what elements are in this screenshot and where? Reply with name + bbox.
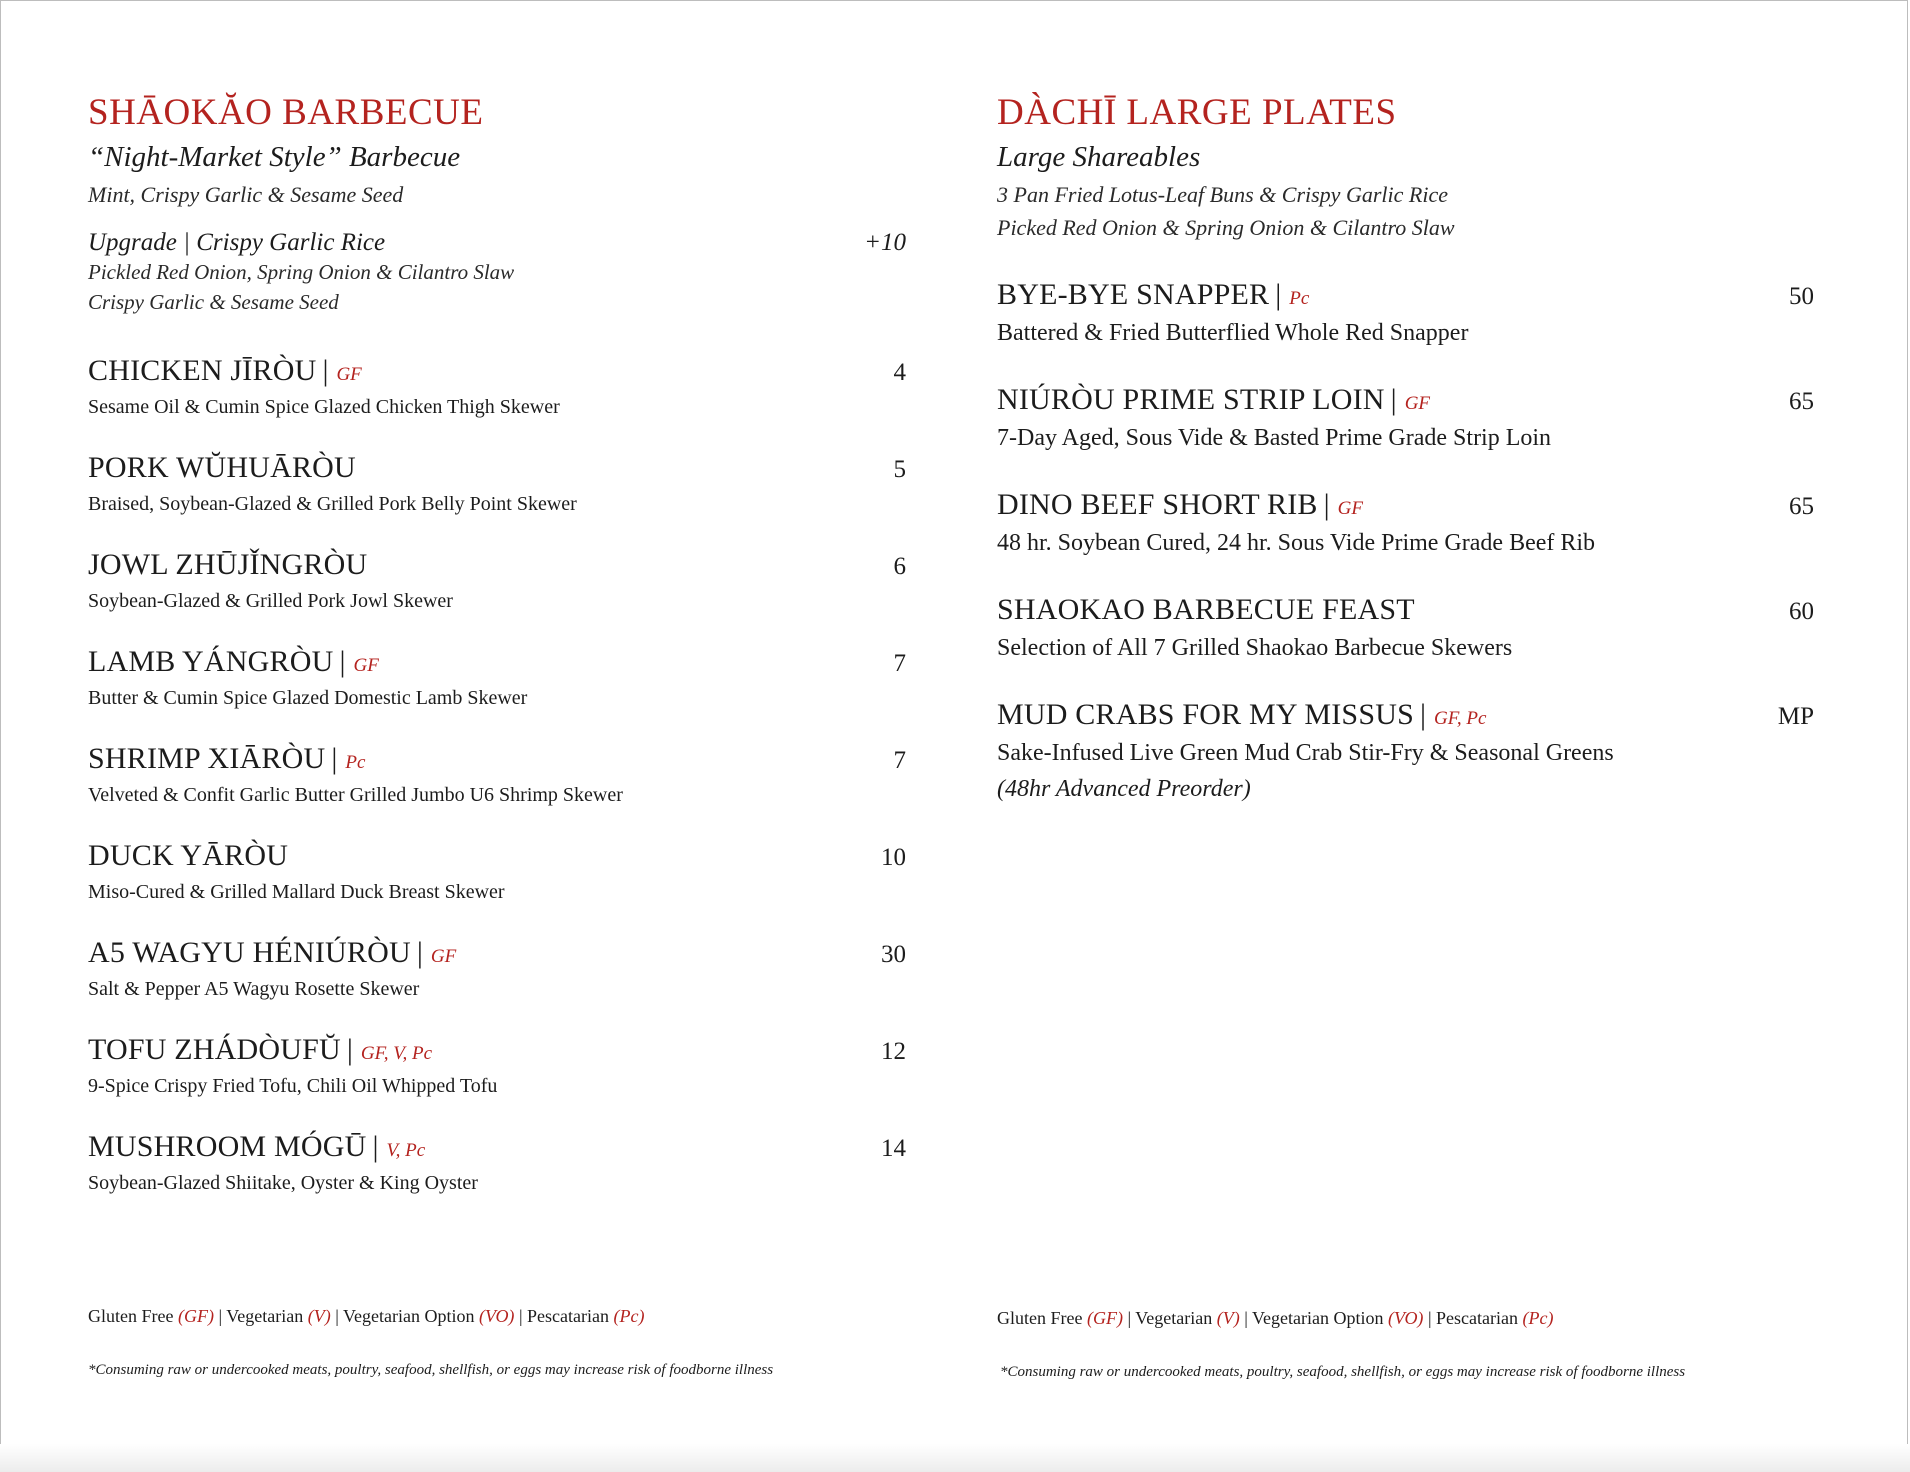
menu-item-name: A5 WAGYU HÉNIÚRÒU	[88, 936, 411, 969]
legend-v-tag: (V)	[307, 1306, 331, 1326]
menu-item	[88, 1031, 914, 1103]
legend-vo-label: Vegetarian Option	[343, 1306, 475, 1326]
menu-item-name: BYE-BYE SNAPPER	[997, 278, 1270, 311]
menu-item-description: 48 hr. Soybean Cured, 24 hr. Sous Vide Prime Grade Beef Rib	[997, 530, 1596, 556]
menu-item-separator: |	[1390, 383, 1397, 416]
legend-pc-tag: (Pc)	[1522, 1308, 1554, 1328]
section-subtitle: Large Shareables	[997, 141, 1201, 173]
menu-item-name: DUCK YĀRÒU	[88, 839, 289, 872]
menu-item-separator: |	[1275, 278, 1282, 311]
menu-item-dietary-tag: GF	[336, 364, 362, 385]
menu-item-price: 30	[881, 941, 906, 968]
menu-item-price: 12	[881, 1038, 906, 1065]
menu-item-description: Braised, Soybean-Glazed & Grilled Pork Belly Point Skewer	[88, 493, 577, 515]
legend-v-label: Vegetarian	[1135, 1308, 1213, 1328]
menu-item-separator: |	[346, 1033, 353, 1066]
upgrade-price: +10	[864, 229, 906, 256]
menu-item-title	[88, 449, 356, 487]
menu-item	[88, 934, 914, 1006]
menu-item-price: 50	[1789, 283, 1814, 310]
menu-item-dietary-tag: GF	[1337, 498, 1363, 519]
menu-item-title	[997, 591, 1415, 629]
menu-item-header	[997, 486, 1822, 524]
menu-item-title	[88, 934, 456, 972]
menu-item-separator: |	[339, 645, 346, 678]
menu-item-header	[88, 934, 914, 972]
legend-separator: |	[518, 1306, 523, 1326]
menu-item-price: 4	[893, 359, 906, 386]
menu-item	[88, 837, 914, 909]
menu-item-description: Sake-Infused Live Green Mud Crab Stir-Fry & Seasonal Greens	[997, 740, 1614, 766]
upgrade-name: Upgrade | Crispy Garlic Rice	[88, 229, 386, 256]
menu-item-separator: |	[416, 936, 423, 969]
menu-item-title	[997, 696, 1486, 734]
menu-item	[997, 381, 1822, 457]
menu-item	[997, 486, 1822, 562]
window-bottom-shade	[0, 1444, 1910, 1472]
menu-item	[88, 352, 914, 424]
menu-item-separator: |	[322, 354, 329, 387]
barbecue-section	[88, 90, 914, 1200]
dietary-legend	[88, 1306, 645, 1327]
menu-item-title	[997, 486, 1363, 524]
menu-item-name: SHAOKAO BARBECUE FEAST	[997, 593, 1415, 626]
menu-item-price: 14	[881, 1135, 906, 1162]
section-description-line1: 3 Pan Fried Lotus-Leaf Buns & Crispy Garlic Rice	[997, 182, 1448, 207]
section-subtitle: “Night-Market Style” Barbecue	[88, 141, 461, 173]
menu-item-price: 7	[893, 650, 906, 677]
menu-item-title	[88, 740, 365, 778]
menu-item-dietary-tag: GF	[353, 655, 379, 676]
menu-item-description: Soybean-Glazed Shiitake, Oyster & King Oyster	[88, 1172, 478, 1194]
menu-item-description: Miso-Cured & Grilled Mallard Duck Breast Skewer	[88, 881, 505, 903]
menu-item-title	[88, 546, 367, 584]
menu-item-note: (48hr Advanced Preorder)	[997, 776, 1251, 802]
menu-item-price: 65	[1789, 388, 1814, 415]
menu-item-price: 60	[1789, 598, 1814, 625]
menu-item	[997, 591, 1822, 667]
menu-item-header	[997, 381, 1822, 419]
legend-vo-tag: (VO)	[1387, 1308, 1424, 1328]
menu-item-dietary-tag: GF	[1404, 393, 1431, 414]
legend-vo-label: Vegetarian Option	[1252, 1308, 1384, 1328]
legend-pc-label: Pescatarian	[1436, 1308, 1519, 1328]
foodborne-disclaimer: *Consuming raw or undercooked meats, poultry, seafood, shellfish, or eggs may increase risk of foodborne illness	[1000, 1364, 1686, 1380]
section-title: DÀCHĪ LARGE PLATES	[997, 92, 1397, 133]
large-plates-section	[997, 90, 1822, 806]
legend-separator: |	[1244, 1308, 1248, 1328]
menu-item-title	[997, 276, 1309, 314]
menu-item-dietary-tag: GF, Pc	[1433, 708, 1487, 729]
menu-item-title	[88, 1128, 425, 1166]
menu-item-description: Butter & Cumin Spice Glazed Domestic Lamb Skewer	[88, 687, 528, 709]
menu-item-header	[88, 740, 914, 778]
barbecue-items-list	[88, 352, 914, 1200]
section-description-line2: Picked Red Onion & Spring Onion & Cilantro Slaw	[997, 215, 1455, 240]
menu-item	[997, 696, 1822, 806]
menu-item-description: Velveted & Confit Garlic Butter Grilled Jumbo U6 Shrimp Skewer	[88, 784, 623, 806]
menu-item-name: TOFU ZHÁDÒUFŬ	[88, 1033, 341, 1066]
menu-item-header	[88, 1128, 914, 1166]
menu-item	[88, 449, 914, 521]
upgrade-option	[88, 229, 914, 317]
upgrade-desc-line2: Crispy Garlic & Sesame Seed	[88, 290, 339, 314]
menu-item-title	[88, 1031, 432, 1069]
menu-item-description: Battered & Fried Butterflied Whole Red Snapper	[997, 320, 1469, 346]
menu-item	[88, 643, 914, 715]
foodborne-disclaimer: *Consuming raw or undercooked meats, poultry, seafood, shellfish, or eggs may increase risk of foodborne illness	[88, 1362, 774, 1378]
section-title: SHĀOKĂO BARBECUE	[88, 92, 484, 133]
menu-item-dietary-tag: GF, V, Pc	[360, 1043, 432, 1064]
menu-item-title	[88, 352, 362, 390]
menu-item	[997, 276, 1822, 352]
menu-item-dietary-tag: GF	[430, 946, 457, 967]
legend-v-tag: (V)	[1216, 1308, 1240, 1328]
menu-item-header	[88, 546, 914, 584]
menu-item-price: 6	[893, 553, 906, 580]
upgrade-desc-line1: Pickled Red Onion, Spring Onion & Cilantro Slaw	[88, 260, 515, 284]
legend-pc-tag: (Pc)	[613, 1306, 645, 1326]
menu-item-header	[88, 352, 914, 390]
legend-gf-label: Gluten Free	[88, 1306, 174, 1326]
menu-item-name: MUSHROOM MÓGŪ	[88, 1130, 367, 1163]
legend-gf-tag: (GF)	[177, 1306, 214, 1326]
menu-item-name: LAMB YÁNGRÒU	[88, 645, 334, 678]
menu-item-separator: |	[1323, 488, 1330, 521]
menu-item-header	[88, 837, 914, 875]
menu-item-price: 7	[893, 747, 906, 774]
menu-item-separator: |	[372, 1130, 379, 1163]
menu-item-dietary-tag: V, Pc	[386, 1140, 426, 1161]
dietary-legend	[997, 1308, 1554, 1329]
large-plates-items-list	[997, 276, 1822, 806]
menu-item-header	[997, 591, 1822, 629]
menu-item-name: MUD CRABS FOR MY MISSUS	[997, 698, 1414, 731]
menu-item-description: Selection of All 7 Grilled Shaokao Barbecue Skewers	[997, 635, 1513, 661]
menu-item-dietary-tag: Pc	[1289, 288, 1310, 309]
menu-item	[88, 740, 914, 812]
legend-pc-label: Pescatarian	[527, 1306, 610, 1326]
menu-item-description: Salt & Pepper A5 Wagyu Rosette Skewer	[88, 978, 420, 1000]
menu-item	[88, 546, 914, 618]
menu-item-header	[88, 449, 914, 487]
menu-item-separator: |	[331, 742, 338, 775]
menu-item-header	[997, 696, 1822, 734]
legend-v-label: Vegetarian	[226, 1306, 304, 1326]
menu-item-name: DINO BEEF SHORT RIB	[997, 488, 1318, 521]
legend-gf-label: Gluten Free	[997, 1308, 1083, 1328]
menu-item-header	[997, 276, 1822, 314]
section-description: Mint, Crispy Garlic & Sesame Seed	[88, 182, 404, 207]
legend-separator: |	[335, 1306, 339, 1326]
menu-item-price: 10	[881, 844, 906, 871]
menu-item-separator: |	[1419, 698, 1426, 731]
menu-item-dietary-tag: Pc	[345, 752, 366, 773]
menu-item-description: Soybean-Glazed & Grilled Pork Jowl Skewer	[88, 590, 453, 612]
menu-item-description: 7-Day Aged, Sous Vide & Basted Prime Grade Strip Loin	[997, 425, 1552, 451]
menu-item-price: 65	[1789, 493, 1814, 520]
legend-separator: |	[1127, 1308, 1132, 1328]
menu-item-name: NIÚRÒU PRIME STRIP LOIN	[997, 383, 1385, 416]
menu-item-price: MP	[1777, 703, 1814, 730]
menu-item-name: JOWL ZHŪJǏNGRÒU	[88, 548, 368, 581]
menu-item-description: Sesame Oil & Cumin Spice Glazed Chicken Thigh Skewer	[88, 396, 560, 418]
menu-item-name: SHRIMP XIĀRÒU	[88, 742, 326, 775]
menu-item-header	[88, 643, 914, 681]
menu-item	[88, 1128, 914, 1200]
menu-item-header	[88, 1031, 914, 1069]
menu-item-title	[997, 381, 1430, 419]
legend-separator: |	[1427, 1308, 1432, 1328]
menu-item-title	[88, 643, 379, 681]
menu-item-title	[88, 837, 288, 875]
legend-vo-tag: (VO)	[478, 1306, 515, 1326]
menu-item-description: 9-Spice Crispy Fried Tofu, Chili Oil Whipped Tofu	[88, 1075, 498, 1097]
menu-item-name: PORK WŬHUĀRÒU	[88, 451, 356, 484]
menu-item-name: CHICKEN JĪRÒU	[88, 354, 317, 387]
legend-gf-tag: (GF)	[1086, 1308, 1123, 1328]
legend-separator: |	[218, 1306, 223, 1326]
menu-item-price: 5	[893, 456, 906, 483]
